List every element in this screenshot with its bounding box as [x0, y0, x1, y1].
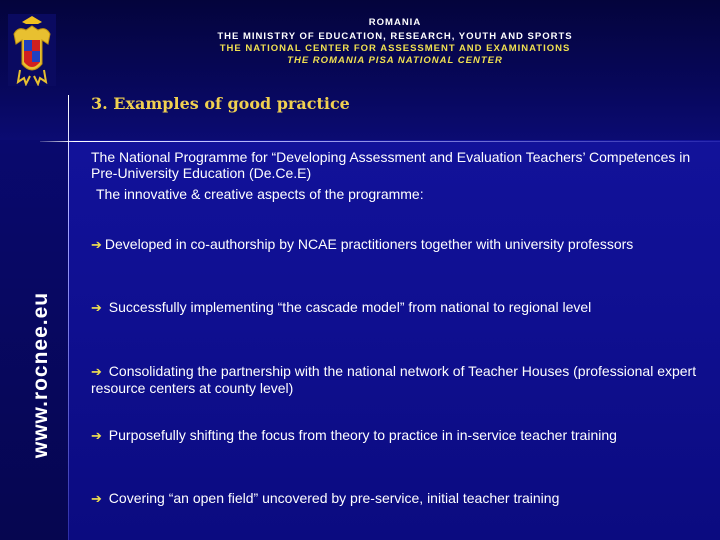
header-country: ROMANIA	[368, 17, 422, 28]
list-item-text: Developed in co-authorship by NCAE practitioners together with university professors	[104, 236, 634, 252]
list-item	[91, 490, 701, 507]
list-item	[91, 299, 701, 316]
list-item	[91, 427, 701, 444]
list-item-text: Consolidating the partnership with the national network of Teacher Houses (professional expert resource centers at county level)	[91, 363, 697, 396]
programme-description: The National Programme for “Developing Assessment and Evaluation Teachers’ Competences in Pre-University Education (De.Ce.E)	[91, 149, 691, 181]
arrow-right-icon: ➔	[91, 491, 102, 506]
romanian-coat-of-arms-icon	[8, 14, 56, 86]
list-item-text: Covering “an open field” uncovered by pre-service, initial teacher training	[104, 490, 560, 506]
vertical-divider	[68, 95, 69, 540]
horizontal-divider	[40, 141, 720, 142]
slide-title: 3. Examples of good practice	[91, 94, 350, 113]
header-pisa-center: THE ROMANIA PISA NATIONAL CENTER	[287, 55, 503, 66]
list-item-text: Purposefully shifting the focus from theory to practice in in-service teacher training	[104, 427, 617, 443]
list-item	[91, 236, 701, 253]
arrow-right-icon: ➔	[91, 300, 102, 315]
website-url	[16, 291, 66, 459]
subheading: The innovative & creative aspects of the programme:	[96, 186, 424, 202]
list-item	[91, 363, 701, 396]
arrow-right-icon: ➔	[91, 364, 102, 379]
list-item-text: Successfully implementing “the cascade model” from national to regional level	[104, 299, 592, 315]
arrow-right-icon: ➔	[91, 428, 102, 443]
arrow-right-icon: ➔	[91, 237, 102, 252]
header-center: THE NATIONAL CENTER FOR ASSESSMENT AND EXAMINATIONS	[219, 43, 571, 54]
header-ministry: THE MINISTRY OF EDUCATION, RESEARCH, YOUTH AND SPORTS	[217, 31, 573, 42]
website-url-text: www.rocnee.eu	[29, 291, 52, 459]
